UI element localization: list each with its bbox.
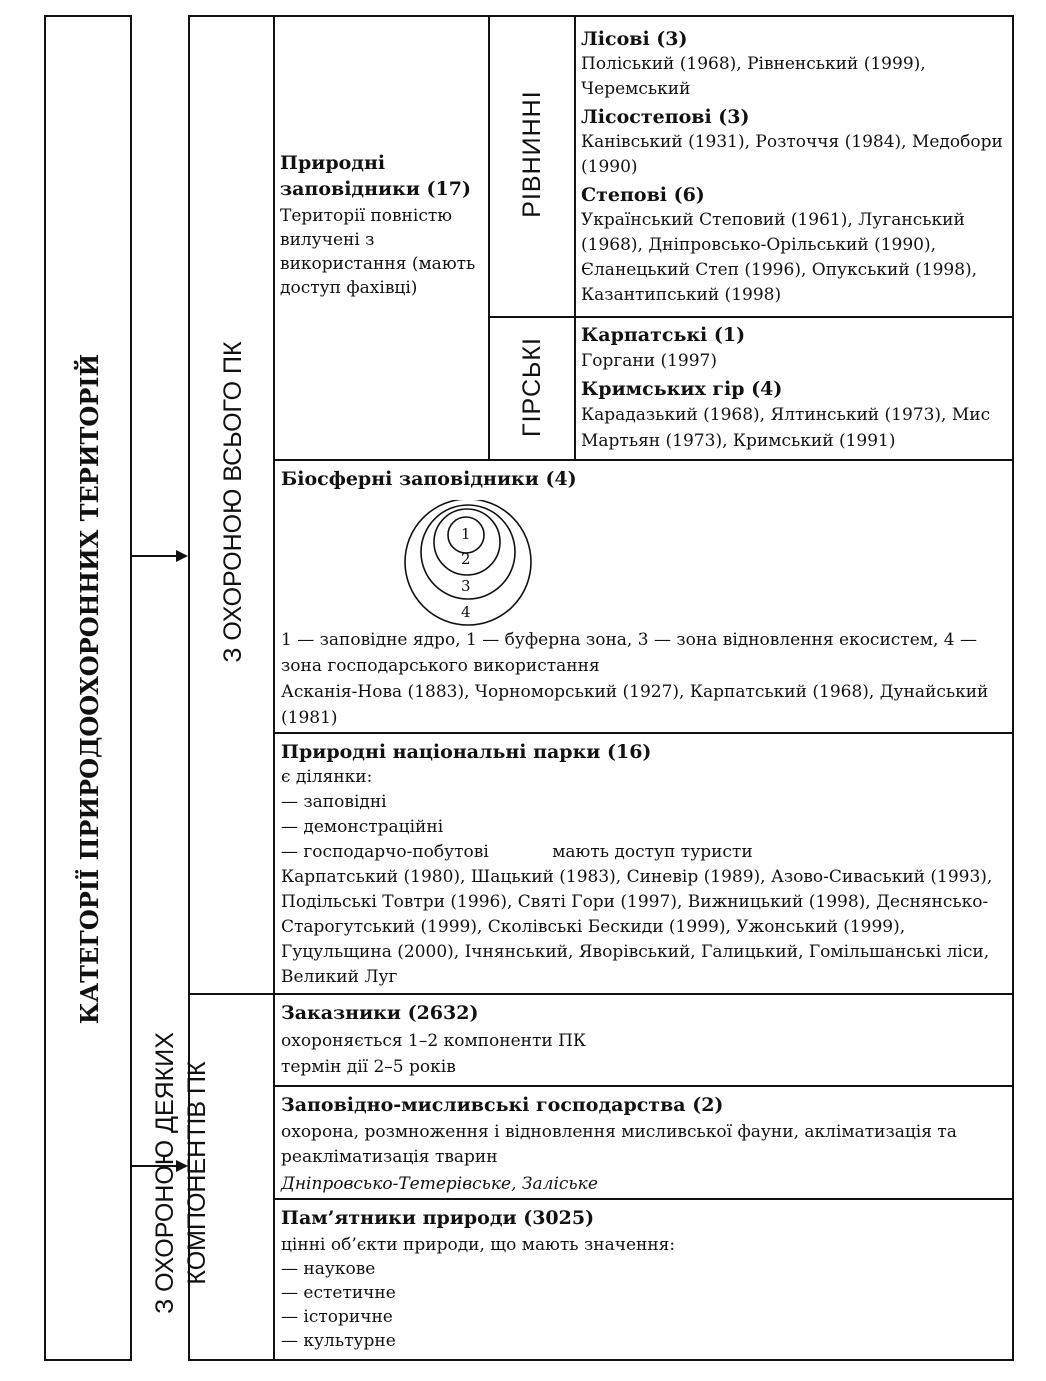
biosphere-items: Асканія-Нова (1883), Чорноморський (1927), Карпатський (1968), Дунайський (1981): [281, 682, 989, 728]
monuments-value-2: — естетичне: [281, 1283, 396, 1303]
hunting-cell: [281, 1092, 1007, 1197]
carpathian-items: Горгани (1997): [581, 351, 718, 371]
reserves-left-divider: [488, 15, 490, 459]
national-parks-zone-3: [281, 840, 1007, 865]
arrow-to-whole: [132, 548, 190, 564]
group-label-partial-line2: КОМПОНЕНТІВ ПК: [183, 1061, 211, 1285]
hunting-bottom-divider: [273, 1198, 1014, 1200]
nature-reserves-desc: Території повністю вилучені з використання (мають доступ фахівці): [280, 206, 476, 298]
mountain-reserves-content: [581, 322, 1009, 454]
nature-reserves-title: Природні заповідники (17): [280, 152, 471, 200]
national-parks-cell: [281, 739, 1007, 990]
steppe-items: Український Степовий (1961), Луганський (1968), Дніпровсько-Орільський (1990), Єланецький Степ (1996), Опукський (1998), Казантипський (1998): [581, 210, 978, 305]
monuments-value-3: — історичне: [281, 1307, 393, 1327]
root-category-label: КАТЕГОРІЇ ПРИРОДООХОРОННИХ ТЕРИТОРІЙ: [75, 353, 104, 1025]
biosphere-cell: [281, 466, 1009, 492]
biosphere-text: [281, 627, 1007, 731]
zakazniky-line1: охороняється 1–2 компоненти ПК: [281, 1031, 587, 1051]
zakazniky-cell: [281, 1000, 1007, 1080]
group-label-partial: [149, 985, 213, 1361]
zakazniky-bottom-divider: [273, 1085, 1014, 1087]
zone-number-3: 3: [461, 577, 471, 595]
zakazniky-line2: термін дії 2–5 років: [281, 1057, 456, 1077]
zakazniky-title: Заказники (2632): [281, 1002, 479, 1024]
hunting-items: Дніпровсько-Тетерівське, Заліське: [281, 1174, 598, 1194]
crimea-items: Карадазький (1968), Ялтинський (1973), Мис Мартьян (1973), Кримський (1991): [581, 405, 991, 451]
biosphere-title: Біосферні заповідники (4): [281, 468, 577, 490]
zone-number-2: 2: [461, 550, 471, 568]
group-label-whole: З ОХОРОНОЮ ВСЬОГО ПК: [219, 341, 247, 663]
crimea-title: Кримських гір (4): [581, 378, 783, 400]
national-parks-intro: є ділянки:: [281, 767, 373, 787]
reserves-bottom-divider: [273, 459, 1014, 461]
biosphere-legend: 1 — заповідне ядро, 1 — буферна зона, 3 — зона відновлення екосистем, 4 — зона господарського використання: [281, 630, 978, 676]
hunting-title: Заповідно-мисливські господарства (2): [281, 1094, 724, 1116]
group-column-divider: [273, 15, 275, 1361]
nature-reserves-cell: [280, 150, 480, 300]
group-divider: [188, 993, 1014, 995]
national-parks-zone-1: — заповідні: [281, 792, 387, 812]
forest-title: Лісові (3): [581, 28, 688, 50]
mountain-label: ГІРСЬКІ: [518, 337, 546, 437]
group-label-partial-line1: З ОХОРОНОЮ ДЕЯКИХ: [151, 1032, 179, 1314]
national-parks-items: Карпатський (1980), Шацький (1983), Синевір (1989), Азово-Сиваський (1993), Подільські Товтри (1996), Святі Гори (1997), Вижницький (1998), Деснянсько-Старогутський (1999), Сколівські Бескиди (1999), Ужонський (1999), Гуцульщина (2000), Ічнянський, Яворівський, Галицький, Гомільшанські ліси, Великий Луг: [281, 867, 993, 987]
zone-number-1: 1: [461, 525, 471, 543]
monuments-value-1: — наукове: [281, 1259, 376, 1279]
monuments-value-4: — культурне: [281, 1331, 396, 1351]
national-parks-access: мають доступ туристи: [552, 842, 753, 862]
reserves-sublabel-divider: [574, 15, 576, 459]
steppe-title: Степові (6): [581, 184, 705, 206]
national-parks-zone-3-label: — господарчо-побутові: [281, 842, 489, 862]
monuments-cell: [281, 1205, 1007, 1353]
monuments-intro: цінні об’єкти природи, що мають значення:: [281, 1235, 676, 1255]
plain-label: РІВНИННІ: [518, 90, 546, 218]
national-parks-title: Природні національні парки (16): [281, 741, 652, 763]
carpathian-title: Карпатські (1): [581, 324, 746, 346]
hunting-desc: охорона, розмноження і відновлення мисливської фауни, акліматизація та реакліматизація тварин: [281, 1122, 957, 1167]
plain-reserves-content: [581, 26, 1009, 308]
national-parks-zone-2: — демонстраційні: [281, 817, 444, 837]
forest-steppe-title: Лісостепові (3): [581, 106, 750, 128]
plain-mountain-divider: [488, 316, 1014, 318]
biosphere-zones-diagram: [398, 500, 538, 630]
monuments-title: Пам’ятники природи (3025): [281, 1207, 595, 1229]
root-category-box: [44, 15, 132, 1361]
biosphere-bottom-divider: [273, 732, 1014, 734]
zone-number-4: 4: [461, 603, 471, 621]
forest-steppe-items: Канівський (1931), Розточчя (1984), Медобори (1990): [581, 132, 1003, 177]
forest-items: Поліський (1968), Рівненський (1999), Черемський: [581, 54, 926, 99]
